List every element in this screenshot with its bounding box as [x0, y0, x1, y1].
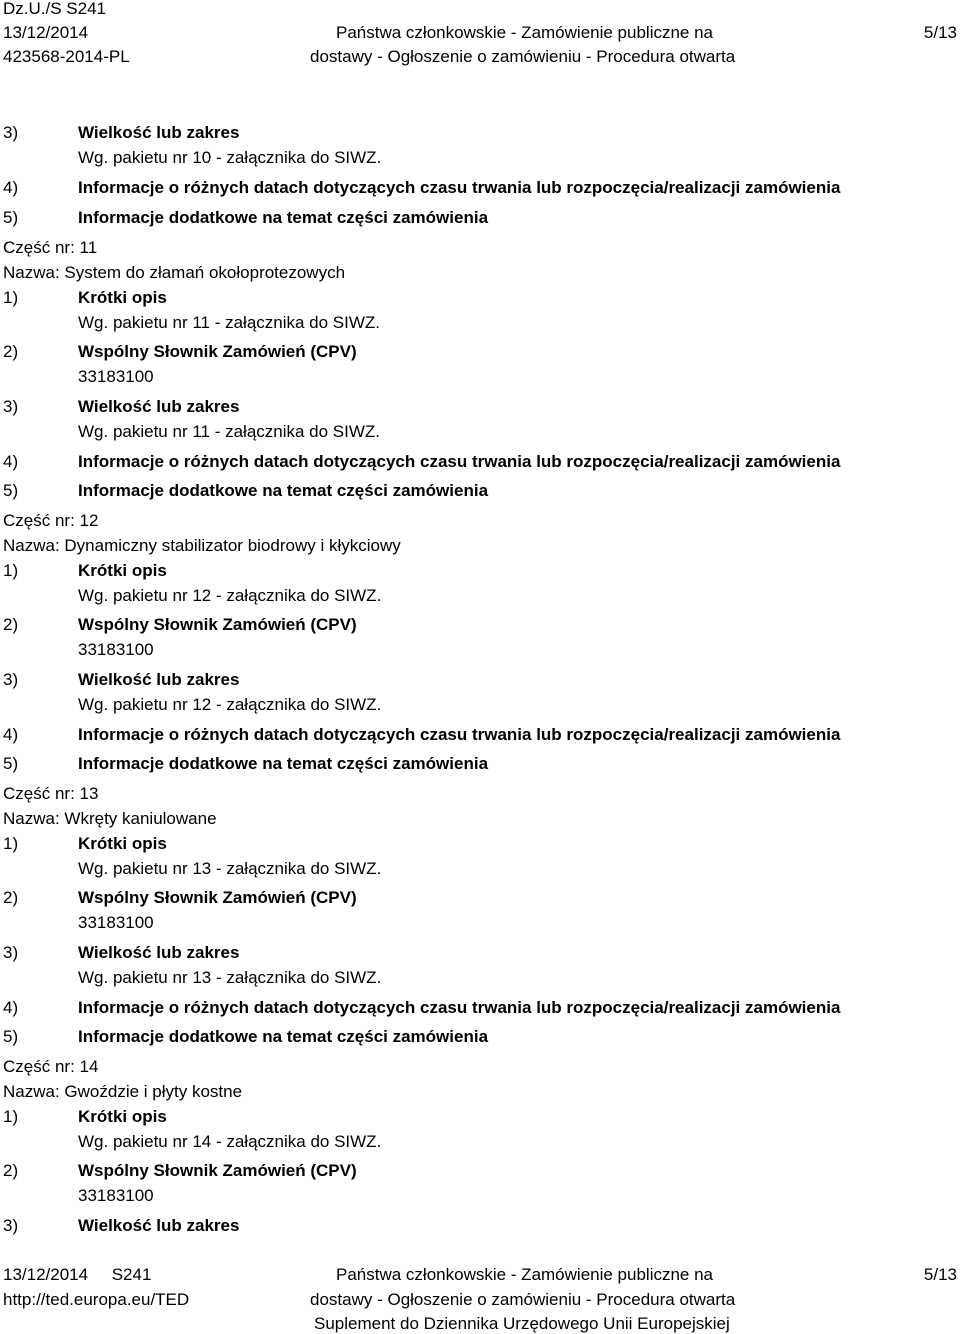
item-number: 3): [3, 123, 19, 142]
item-number: 1): [3, 1107, 19, 1126]
item-number: 5): [3, 754, 19, 773]
cpv-code: 33183100: [78, 1186, 154, 1205]
cpv-code: 33183100: [78, 367, 154, 386]
item-heading: Informacje dodatkowe na temat części zamówienia: [78, 481, 489, 500]
item-heading: Krótki opis: [78, 288, 167, 307]
item-heading: Informacje o różnych datach dotyczących czasu trwania lub rozpoczęcia/realizacji zamówienia: [78, 725, 841, 744]
footer-title-line2: dostawy - Ogłoszenie o zamówieniu - Procedura otwarta: [310, 1290, 736, 1309]
item-heading: Informacje o różnych datach dotyczących czasu trwania lub rozpoczęcia/realizacji zamówienia: [78, 452, 841, 471]
header-page-number: 5/13: [923, 23, 957, 42]
item-heading: Wielkość lub zakres: [78, 670, 240, 689]
item-number: 4): [3, 725, 19, 744]
header-title-line1: Państwa członkowskie - Zamówienie publiczne na: [336, 23, 714, 42]
item-heading: Informacje dodatkowe na temat części zamówienia: [78, 1027, 489, 1046]
item-heading: Informacje o różnych datach dotyczących czasu trwania lub rozpoczęcia/realizacji zamówienia: [78, 998, 841, 1017]
part-number: Część nr: 11: [3, 238, 98, 257]
item-heading: Wielkość lub zakres: [78, 123, 240, 142]
item-heading: Krótki opis: [78, 834, 167, 853]
item-number: 5): [3, 481, 19, 500]
item-value: Wg. pakietu nr 12 - załącznika do SIWZ.: [78, 586, 382, 605]
part-name: Nazwa: Gwoździe i płyty kostne: [3, 1082, 243, 1101]
part-number: Część nr: 12: [3, 511, 99, 530]
part-number: Część nr: 13: [3, 784, 99, 803]
item-heading: Wspólny Słownik Zamówień (CPV): [78, 888, 357, 907]
item-value: Wg. pakietu nr 13 - załącznika do SIWZ.: [78, 859, 382, 878]
notice-number: 423568-2014-PL: [3, 47, 130, 66]
item-number: 5): [3, 208, 19, 227]
item-heading: Wielkość lub zakres: [78, 397, 240, 416]
footer-date-code: 13/12/2014 S241: [3, 1265, 152, 1284]
item-value: Wg. pakietu nr 11 - załącznika do SIWZ.: [78, 422, 381, 441]
item-heading: Informacje dodatkowe na temat części zamówienia: [78, 754, 489, 773]
item-heading: Wspólny Słownik Zamówień (CPV): [78, 615, 357, 634]
item-heading: Informacje dodatkowe na temat części zamówienia: [78, 208, 489, 227]
item-number: 1): [3, 834, 19, 853]
item-heading: Wspólny Słownik Zamówień (CPV): [78, 1161, 357, 1180]
header-title-line2: dostawy - Ogłoszenie o zamówieniu - Procedura otwarta: [310, 47, 736, 66]
item-number: 3): [3, 1216, 19, 1235]
part-number: Część nr: 14: [3, 1057, 99, 1076]
item-heading: Wspólny Słownik Zamówień (CPV): [78, 342, 357, 361]
item-value: Wg. pakietu nr 14 - załącznika do SIWZ.: [78, 1132, 382, 1151]
item-heading: Krótki opis: [78, 1107, 167, 1126]
item-heading: Wielkość lub zakres: [78, 943, 240, 962]
item-value: Wg. pakietu nr 11 - załącznika do SIWZ.: [78, 313, 381, 332]
header-date: 13/12/2014: [3, 23, 89, 42]
item-number: 3): [3, 943, 19, 962]
footer-page-number: 5/13: [923, 1265, 957, 1284]
item-number: 3): [3, 670, 19, 689]
item-number: 1): [3, 288, 19, 307]
part-name: Nazwa: System do złamań okołoprotezowych: [3, 263, 346, 282]
item-value: Wg. pakietu nr 12 - załącznika do SIWZ.: [78, 695, 382, 714]
item-number: 1): [3, 561, 19, 580]
item-value: Wg. pakietu nr 13 - załącznika do SIWZ.: [78, 968, 382, 987]
cpv-code: 33183100: [78, 913, 154, 932]
item-number: 2): [3, 615, 19, 634]
part-name: Nazwa: Wkręty kaniulowane: [3, 809, 217, 828]
footer-title-line3: Suplement do Dziennika Urzędowego Unii Europejskiej: [314, 1314, 730, 1333]
footer-url[interactable]: http://ted.europa.eu/TED: [3, 1290, 190, 1309]
item-number: 4): [3, 178, 19, 197]
part-name: Nazwa: Dynamiczny stabilizator biodrowy i kłykciowy: [3, 536, 401, 555]
item-heading: Informacje o różnych datach dotyczących czasu trwania lub rozpoczęcia/realizacji zamówienia: [78, 178, 841, 197]
item-number: 2): [3, 342, 19, 361]
item-number: 2): [3, 888, 19, 907]
item-number: 5): [3, 1027, 19, 1046]
item-number: 2): [3, 1161, 19, 1180]
item-value: Wg. pakietu nr 10 - załącznika do SIWZ.: [78, 148, 382, 167]
item-heading: Wielkość lub zakres: [78, 1216, 240, 1235]
footer-title-line1: Państwa członkowskie - Zamówienie publiczne na: [336, 1265, 714, 1284]
item-number: 4): [3, 998, 19, 1017]
journal-ref: Dz.U./S S241: [3, 0, 106, 18]
cpv-code: 33183100: [78, 640, 154, 659]
item-heading: Krótki opis: [78, 561, 167, 580]
item-number: 4): [3, 452, 19, 471]
item-number: 3): [3, 397, 19, 416]
